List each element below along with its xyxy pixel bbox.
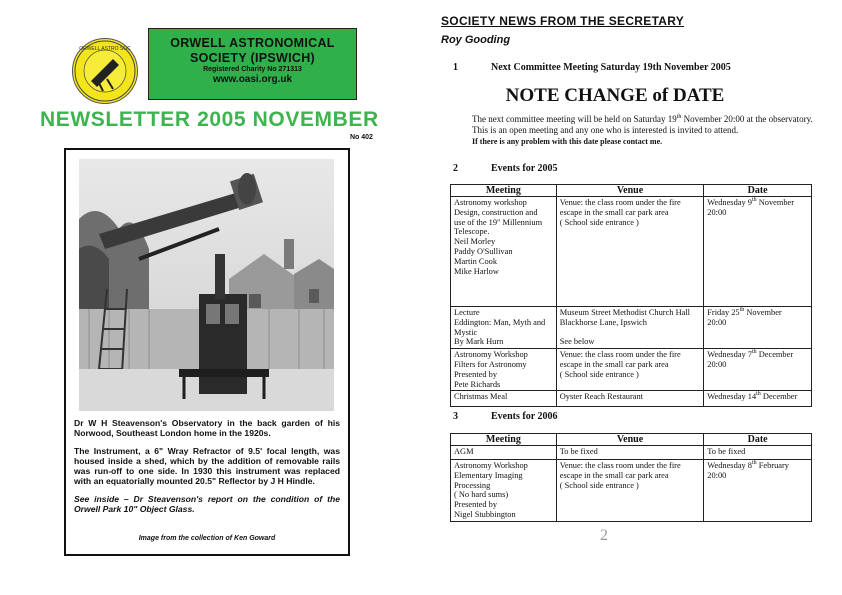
venue-line: ( School side entrance ) bbox=[559, 369, 639, 379]
item3-heading: Events for 2006 bbox=[491, 411, 558, 422]
date-cell bbox=[704, 197, 812, 307]
meeting-line: By Mark Hurn bbox=[454, 337, 504, 347]
column-header: Date bbox=[704, 434, 812, 446]
society-logo bbox=[72, 38, 138, 104]
venue-line: escape in the small car park area bbox=[559, 470, 669, 480]
item1-heading: Next Committee Meeting Saturday 19th November 2005 bbox=[491, 62, 731, 73]
venue-line: escape in the small car park area bbox=[559, 207, 669, 217]
meeting-line: Astronomy workshop bbox=[454, 198, 527, 207]
date-time: 20:00 bbox=[707, 470, 727, 480]
meeting-line: Neil Morley bbox=[454, 237, 496, 247]
meeting-cell bbox=[451, 446, 557, 460]
para-sup: th bbox=[676, 114, 682, 120]
date-suffix: th bbox=[751, 460, 757, 467]
photo-caption bbox=[74, 418, 340, 521]
column-header: Meeting bbox=[451, 434, 557, 446]
date-line bbox=[707, 308, 808, 318]
section-author: Roy Gooding bbox=[441, 34, 511, 46]
para-part-b: November 20:00 at the observatory. This is an open meeting and any one who is interested is invited to attend. bbox=[472, 114, 813, 135]
svg-text:ORWELL ASTRO SOC: ORWELL ASTRO SOC bbox=[79, 46, 131, 52]
meeting-cell bbox=[451, 460, 557, 522]
meeting-cell bbox=[451, 391, 557, 407]
item2-heading: Events for 2005 bbox=[491, 163, 558, 174]
table-row bbox=[451, 307, 812, 349]
meeting-line: Presented by bbox=[454, 369, 498, 379]
meeting-line: ( No hard sums) bbox=[454, 490, 509, 500]
column-header: Venue bbox=[556, 434, 704, 446]
column-header: Date bbox=[704, 185, 812, 197]
meeting-line: Filters for Astronomy bbox=[454, 359, 527, 369]
venue-line: ( School side entrance ) bbox=[559, 480, 639, 490]
date-suffix: th bbox=[751, 197, 757, 204]
date-line bbox=[707, 461, 808, 471]
date-line bbox=[707, 350, 808, 360]
date-cell bbox=[704, 391, 812, 407]
date-month: February bbox=[756, 461, 789, 470]
society-emblem-icon bbox=[73, 39, 137, 103]
date-month: December bbox=[760, 392, 798, 402]
events-2006-table bbox=[450, 433, 812, 522]
table-row bbox=[451, 460, 812, 522]
meeting-line: Eddington: Man, Myth and bbox=[454, 317, 546, 327]
table-row bbox=[451, 391, 812, 407]
column-header: Meeting bbox=[451, 185, 557, 197]
date-suffix: th bbox=[756, 391, 761, 398]
date-suffix: th bbox=[751, 349, 757, 356]
meeting-line: AGM bbox=[454, 447, 474, 456]
meeting-cell bbox=[451, 349, 557, 391]
issue-number: No 402 bbox=[350, 134, 373, 141]
date-month: November bbox=[756, 198, 795, 207]
meeting-line: Lecture bbox=[454, 308, 480, 317]
date-day: Wednesday 7 bbox=[707, 350, 752, 360]
item3-number: 3 bbox=[453, 411, 458, 422]
meeting-line: use of the 19" Millennium bbox=[454, 217, 543, 227]
venue-cell bbox=[556, 349, 704, 391]
observatory-photo bbox=[79, 159, 334, 411]
venue-line: Venue: the class room under the fire bbox=[559, 198, 681, 207]
meeting-cell bbox=[451, 197, 557, 307]
meeting-paragraph bbox=[472, 114, 817, 147]
header-line2: SOCIETY (IPSWICH) bbox=[189, 51, 315, 65]
society-header bbox=[148, 28, 357, 100]
meeting-line: Christmas Meal bbox=[454, 392, 508, 402]
venue-line: Oyster Reach Restaurant bbox=[559, 392, 643, 402]
item1-number: 1 bbox=[453, 62, 458, 73]
charity-number: Registered Charity No 271313 bbox=[203, 66, 302, 73]
item2-number: 2 bbox=[453, 163, 458, 174]
venue-line: To be fixed bbox=[559, 447, 598, 456]
meeting-line: Processing bbox=[454, 480, 491, 490]
meeting-line: Design, construction and bbox=[454, 207, 538, 217]
newsletter-title: NEWSLETTER 2005 NOVEMBER bbox=[40, 108, 379, 131]
section-title: SOCIETY NEWS FROM THE SECRETARY bbox=[441, 14, 685, 28]
meeting-line: Telescope. bbox=[454, 227, 490, 237]
header-line1: ORWELL ASTRONOMICAL bbox=[170, 36, 335, 50]
date-cell bbox=[704, 307, 812, 349]
venue-cell bbox=[556, 307, 704, 349]
date-cell bbox=[704, 446, 812, 460]
table-header-row bbox=[451, 185, 812, 197]
venue-cell bbox=[556, 446, 704, 460]
para-part-a: The next committee meeting will be held on Saturday 19 bbox=[472, 114, 677, 124]
venue-cell bbox=[556, 391, 704, 407]
date-day: Wednesday 8 bbox=[707, 461, 752, 470]
date-month: December bbox=[756, 350, 794, 360]
page-number: 2 bbox=[600, 527, 608, 544]
meeting-line: Mystic bbox=[454, 327, 478, 337]
date-cell bbox=[704, 349, 812, 391]
date-day: Wednesday 9 bbox=[707, 198, 752, 207]
cover-photo-frame bbox=[64, 148, 350, 556]
venue-line: Venue: the class room under the fire bbox=[559, 350, 681, 360]
date-suffix: th bbox=[739, 307, 745, 314]
venue-line: See below bbox=[559, 337, 595, 347]
caption-body: The Instrument, a 6" Wray Refractor of 9.5' focal length, was housed inside a shed, which by the addition of removable rails was run-off to one side. In 1930 this instrument was replaced with an equatorially mounted 20.5" Reflector by J H Hindle. bbox=[74, 445, 340, 487]
events-2005-table bbox=[450, 184, 812, 407]
meeting-line: Presented by bbox=[454, 500, 498, 510]
column-header: Venue bbox=[556, 185, 704, 197]
date-day: Wednesday 14 bbox=[707, 392, 757, 402]
meeting-line: Martin Cook bbox=[454, 256, 498, 266]
venue-cell bbox=[556, 197, 704, 307]
website-link[interactable]: www.oasi.org.uk bbox=[212, 74, 293, 85]
meeting-line: Astronomy Workshop bbox=[454, 461, 528, 470]
caption-heading: Dr W H Steavenson's Observatory in the back garden of his Norwood, Southeast London home in the 1920s. bbox=[74, 418, 340, 439]
image-credit: Image from the collection of Ken Goward bbox=[138, 535, 276, 542]
table-row bbox=[451, 197, 812, 307]
date-day: To be fixed bbox=[707, 447, 746, 456]
date-line bbox=[707, 447, 808, 457]
table-row bbox=[451, 349, 812, 391]
meeting-line: Elementary Imaging bbox=[454, 470, 523, 480]
venue-line: Venue: the class room under the fire bbox=[559, 461, 681, 470]
meeting-cell bbox=[451, 307, 557, 349]
date-day: Friday 25 bbox=[707, 308, 740, 317]
date-line bbox=[707, 198, 808, 208]
date-cell bbox=[704, 460, 812, 522]
para-note: If there is any problem with this date please contact me. bbox=[472, 137, 663, 146]
venue-line: Blackhorse Lane, Ipswich bbox=[559, 317, 647, 327]
meeting-line: Astronomy Workshop bbox=[454, 350, 528, 360]
venue-line: escape in the small car park area bbox=[559, 359, 669, 369]
meeting-line: Pete Richards bbox=[454, 379, 501, 389]
venue-cell bbox=[556, 460, 704, 522]
venue-line bbox=[560, 328, 701, 338]
note-change-title: NOTE CHANGE of DATE bbox=[505, 85, 725, 106]
date-month: November bbox=[744, 308, 782, 317]
date-time: 20:00 bbox=[707, 207, 727, 217]
venue-line: Museum Street Methodist Church Hall bbox=[559, 308, 690, 317]
meeting-line: Paddy O'Sullivan bbox=[454, 246, 513, 256]
date-time: 20:00 bbox=[707, 359, 727, 369]
meeting-line: Nigel Stubbington bbox=[454, 509, 516, 519]
meeting-line: Mike Harlow bbox=[454, 266, 499, 276]
date-time: 20:00 bbox=[707, 317, 727, 327]
caption-see-inside: See inside – Dr Steavenson's report on the condition of the Orwell Park 10" Object Glass. bbox=[74, 493, 340, 515]
venue-line: ( School side entrance ) bbox=[559, 217, 639, 227]
table-header-row bbox=[451, 434, 812, 446]
table-row bbox=[451, 446, 812, 460]
date-line bbox=[707, 392, 808, 402]
